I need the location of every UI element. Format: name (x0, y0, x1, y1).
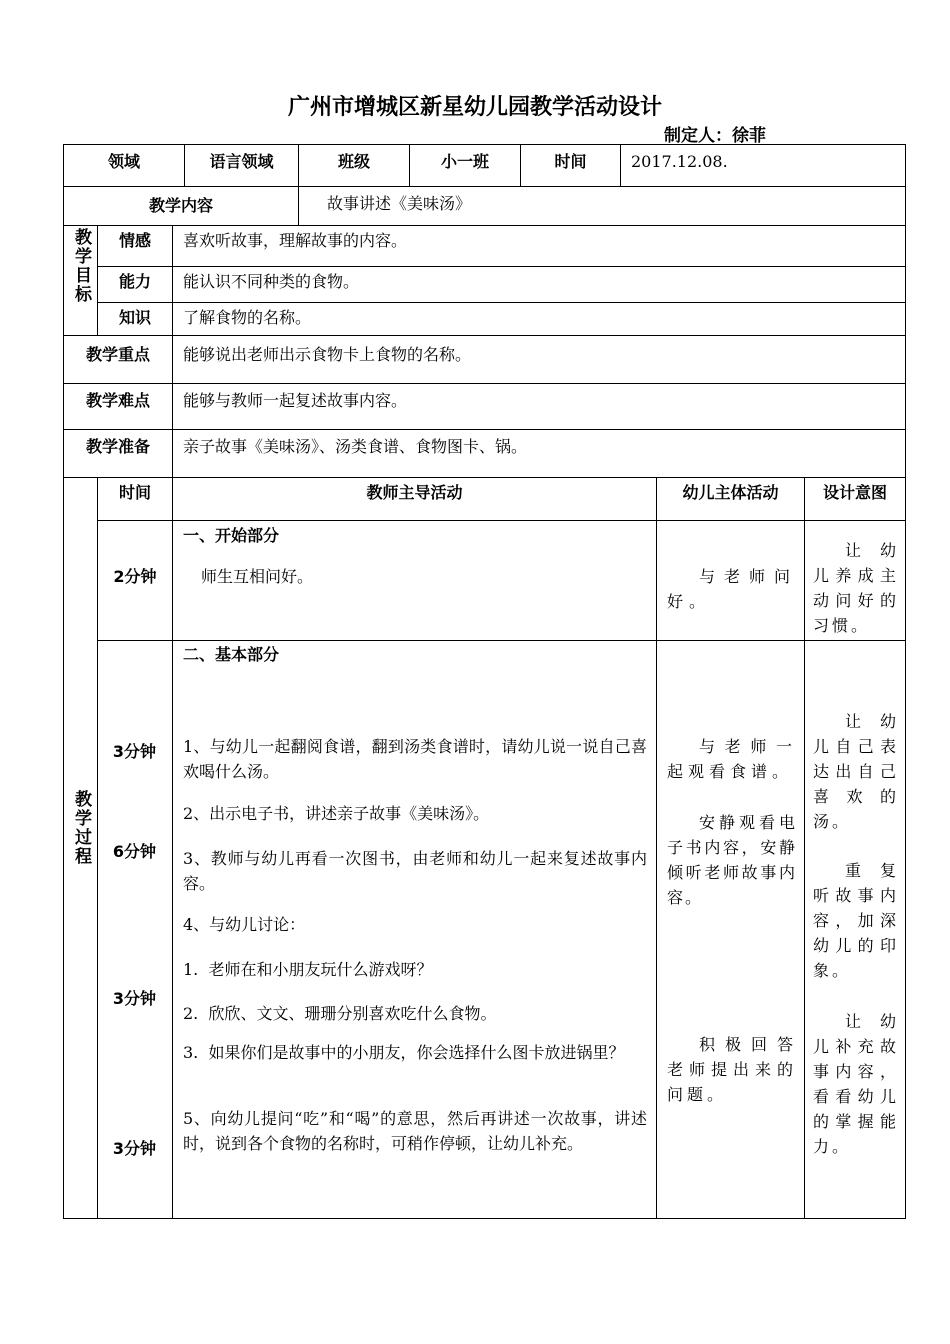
part2-step-2: 2、出示电子书，讲述亲子故事《美味汤》。 (183, 804, 490, 823)
part2-time-3: 3分钟 (112, 989, 157, 1008)
part2-time-4: 3分钟 (112, 1139, 157, 1158)
knowledge-value: 了解食物的名称。 (173, 303, 906, 336)
content-label: 教学内容 (64, 187, 299, 226)
part1-child: 与老师问好。 (657, 521, 805, 641)
col-header-time: 时间 (98, 478, 173, 521)
difficulty-value: 能够与教师一起复述故事内容。 (173, 384, 906, 430)
process-label: 教学过程 (64, 478, 98, 1219)
col-header-child: 幼儿主体活动 (657, 478, 805, 521)
domain-value: 语言领域 (185, 145, 299, 187)
preparation-label: 教学准备 (64, 430, 173, 478)
class-value: 小一班 (410, 145, 521, 187)
part1-teacher-cell (173, 521, 657, 641)
col-header-teacher: 教师主导活动 (173, 478, 657, 521)
key-point-label: 教学重点 (64, 336, 173, 384)
part2-step-5: 5、向幼儿提问“吃”和“喝”的意思，然后再讲述一次故事，讲述时，说到各个食物的名称时，可稍作停顿，让幼儿补充。 (183, 1109, 647, 1153)
time-label: 时间 (521, 145, 621, 187)
part2-intent-1: 让幼儿自己表达出自己喜欢的汤。 (813, 712, 899, 831)
ability-label: 能力 (98, 267, 173, 303)
part2-title: 二、基本部分 (183, 645, 280, 664)
col-header-intent: 设计意图 (805, 478, 906, 521)
part1-time: 2分钟 (98, 521, 173, 641)
part2-intent-3: 让幼儿补充故事内容，看看幼儿的掌握能力。 (813, 1012, 899, 1156)
key-point-value: 能够说出老师出示食物卡上食物的名称。 (173, 336, 906, 384)
part2-step-1: 1、与幼儿一起翻阅食谱，翻到汤类食谱时，请幼儿说一说自己喜欢喝什么汤。 (183, 737, 647, 781)
part1-teacher-text: 师生互相问好。 (201, 567, 314, 586)
part2-child-3: 积极回答老师提出来的问题。 (667, 1035, 797, 1104)
part2-step-4: 4、与幼儿讨论： (183, 915, 306, 934)
part1-title: 一、开始部分 (183, 526, 280, 545)
class-label: 班级 (299, 145, 410, 187)
ability-value: 能认识不同种类的食物。 (173, 267, 906, 303)
part2-time-2: 6分钟 (112, 842, 157, 861)
part2-teacher-cell (173, 641, 657, 1219)
difficulty-label: 教学难点 (64, 384, 173, 430)
part2-intent-cell (805, 641, 906, 1219)
preparation-value: 亲子故事《美味汤》、汤类食谱、食物图卡、锅。 (173, 430, 906, 478)
part2-question-3: 3. 如果你们是故事中的小朋友，你会选择什么图卡放进锅里？ (183, 1043, 625, 1062)
content-value: 故事讲述《美味汤》 (299, 187, 906, 226)
knowledge-label: 知识 (98, 303, 173, 336)
part2-question-1: 1. 老师在和小朋友玩什么游戏呀？ (183, 960, 433, 979)
part2-step-3: 3、教师与幼儿再看一次图书，由老师和幼儿一起来复述故事内容。 (183, 849, 647, 893)
emotion-value: 喜欢听故事，理解故事的内容。 (173, 226, 906, 267)
part2-intent-2: 重复听故事内容，加深幼儿的印象。 (813, 861, 899, 980)
part2-time-cell (98, 641, 173, 1219)
part2-question-2: 2. 欣欣、文文、珊珊分别喜欢吃什么食物。 (183, 1004, 497, 1023)
part2-child-2: 安静观看电子书内容，安静倾听老师故事内容。 (667, 813, 797, 907)
document-title: 广州市增城区新星幼儿园教学活动设计 (287, 95, 662, 120)
lesson-plan-table (63, 144, 906, 1219)
goals-label: 教学目标 (64, 226, 98, 336)
emotion-label: 情感 (98, 226, 173, 267)
part1-intent: 让幼儿养成主动问好的习惯。 (805, 521, 906, 641)
part2-time-1: 3分钟 (112, 742, 157, 761)
author-label: 制定人：徐菲 (664, 126, 766, 146)
part2-child-1: 与老师一起观看食谱。 (667, 737, 797, 781)
domain-label: 领域 (64, 145, 185, 187)
time-value: 2017.12.08. (621, 145, 906, 187)
part2-child-cell (657, 641, 805, 1219)
